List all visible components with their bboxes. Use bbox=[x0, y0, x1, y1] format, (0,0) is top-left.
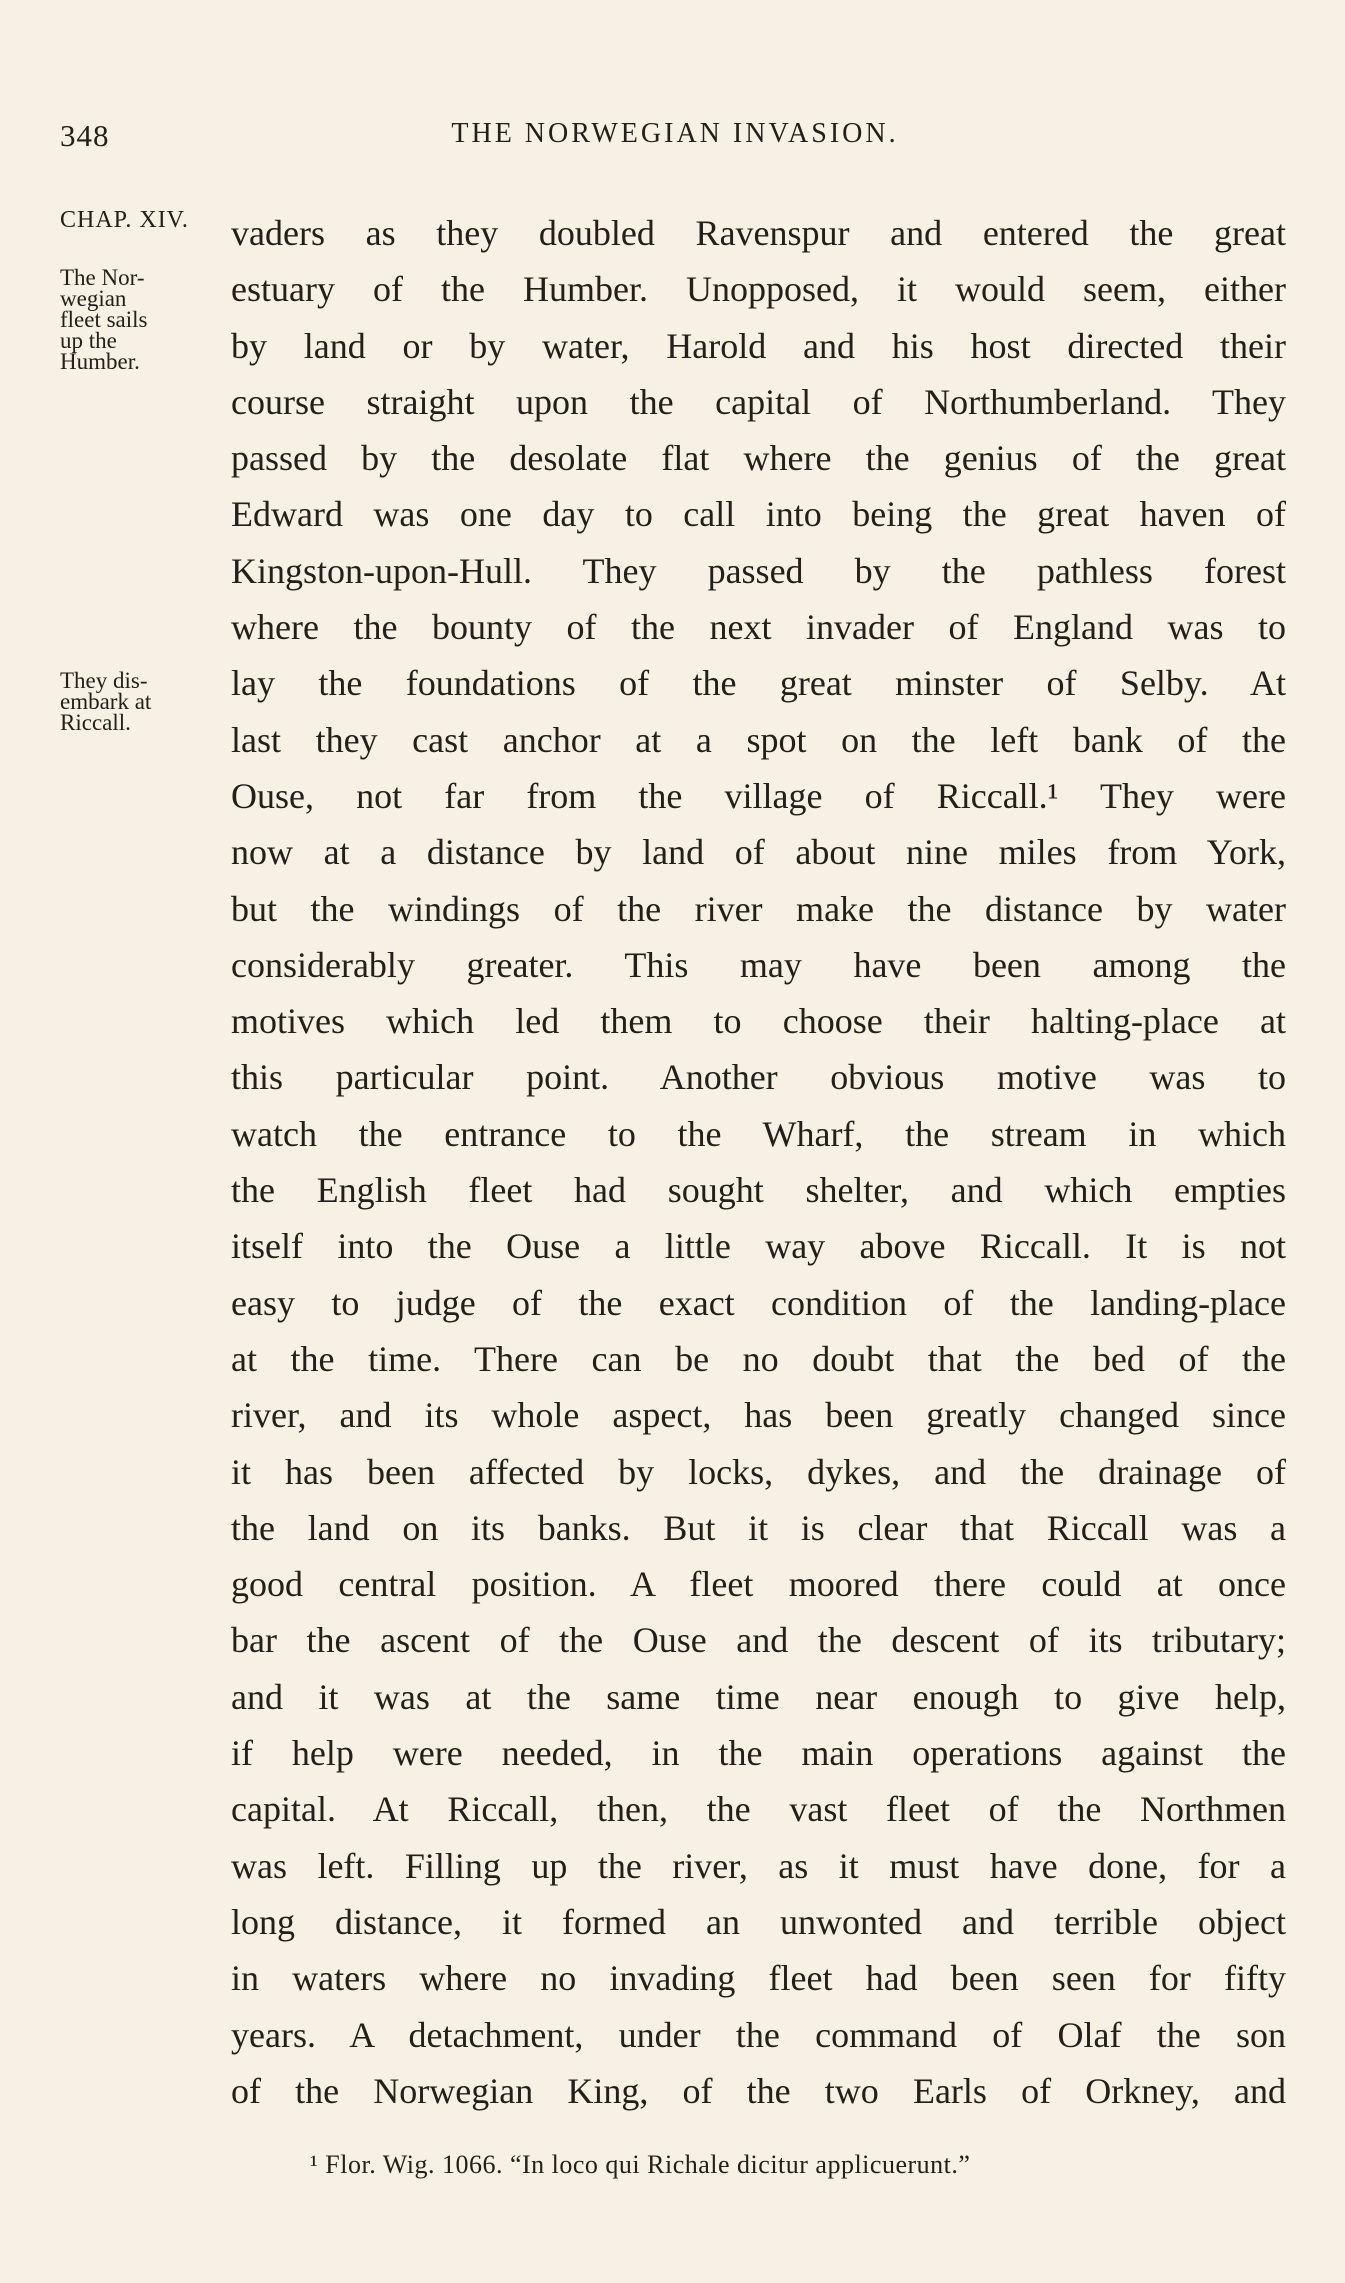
body-line: motives which led them to choose their halting-place at bbox=[231, 1001, 1286, 1042]
body-line: Kingston-upon-Hull. They passed by the pathless forest bbox=[231, 550, 1286, 591]
body-line: it has been affected by locks, dykes, and the drainage of bbox=[231, 1451, 1286, 1492]
page-header bbox=[60, 118, 1290, 168]
body-line: the land on its banks. But it is clear that Riccall was a bbox=[231, 1507, 1286, 1548]
body-line: vaders as they doubled Ravenspur and entered the great bbox=[231, 213, 1286, 253]
body-line: where the bounty of the next invader of England was to bbox=[231, 607, 1286, 648]
body-line: if help were needed, in the main operations against the bbox=[231, 1733, 1286, 1774]
body-line: the English fleet had sought shelter, and which empties bbox=[231, 1170, 1286, 1211]
body-line: last they cast anchor at a spot on the left bank of the bbox=[231, 719, 1286, 760]
body-line: years. A detachment, under the command of Olaf the son bbox=[231, 2014, 1286, 2055]
margin-note-line: CHAP. XIV. bbox=[60, 207, 189, 233]
body-line: Ouse, not far from the village of Riccall.¹ They were bbox=[231, 775, 1286, 816]
margin-note-line: They dis- bbox=[60, 668, 148, 693]
body-line: at the time. There can be no doubt that the bed of the bbox=[231, 1338, 1286, 1379]
margin-note-line: up the bbox=[60, 328, 117, 353]
page-number: 348 bbox=[60, 118, 110, 153]
body-line: estuary of the Humber. Unopposed, it would seem, either bbox=[231, 269, 1286, 310]
body-line: capital. At Riccall, then, the vast fleet of the Northmen bbox=[231, 1789, 1286, 1830]
body-line: by land or by water, Harold and his host directed their bbox=[231, 325, 1286, 366]
body-line: and it was at the same time near enough to give help, bbox=[231, 1676, 1286, 1717]
body-line: bar the ascent of the Ouse and the descent of its tributary; bbox=[231, 1620, 1286, 1661]
body-text bbox=[231, 205, 1286, 2119]
body-line: of the Norwegian King, of the two Earls of Orkney, and bbox=[231, 2070, 1286, 2111]
running-title: THE NORWEGIAN INVASION. bbox=[451, 118, 899, 149]
margin-note-line: fleet sails bbox=[60, 307, 148, 332]
margin-note-line: wegian bbox=[60, 286, 127, 311]
margin-note-line: Humber. bbox=[60, 349, 140, 374]
body-line: was left. Filling up the river, as it must have done, for a bbox=[231, 1845, 1286, 1886]
margin-note-fleet-sails bbox=[60, 267, 220, 372]
body-line: Edward was one day to call into being the great haven of bbox=[231, 494, 1286, 535]
body-line: now at a distance by land of about nine miles from York, bbox=[231, 832, 1286, 873]
footnote: ¹ Flor. Wig. 1066. “In loco qui Richale dicitur applicuerunt.” bbox=[310, 2150, 971, 2179]
body-line: good central position. A fleet moored there could at once bbox=[231, 1564, 1286, 1605]
margin-note-chapter bbox=[60, 207, 220, 233]
margin-note-line: Riccall. bbox=[60, 710, 131, 735]
margin-note-line: The Nor- bbox=[60, 265, 145, 290]
body-line: river, and its whole aspect, has been greatly changed since bbox=[231, 1395, 1286, 1436]
margin-note-disembark bbox=[60, 670, 220, 733]
body-line: but the windings of the river make the distance by water bbox=[231, 888, 1286, 929]
body-line: passed by the desolate flat where the genius of the great bbox=[231, 438, 1286, 479]
body-line: considerably greater. This may have been among the bbox=[231, 944, 1286, 985]
body-line: in waters where no invading fleet had been seen for fifty bbox=[231, 1958, 1286, 1999]
body-line: watch the entrance to the Wharf, the stream in which bbox=[231, 1113, 1286, 1154]
margin-note-line: embark at bbox=[60, 689, 152, 714]
body-line: lay the foundations of the great minster of Selby. At bbox=[231, 663, 1286, 704]
body-line: course straight upon the capital of Northumberland. They bbox=[231, 381, 1286, 422]
body-line: itself into the Ouse a little way above Riccall. It is not bbox=[231, 1226, 1286, 1267]
body-line: easy to judge of the exact condition of the landing-place bbox=[231, 1282, 1286, 1323]
body-line: this particular point. Another obvious motive was to bbox=[231, 1057, 1286, 1098]
body-line: long distance, it formed an unwonted and terrible object bbox=[231, 1901, 1286, 1942]
